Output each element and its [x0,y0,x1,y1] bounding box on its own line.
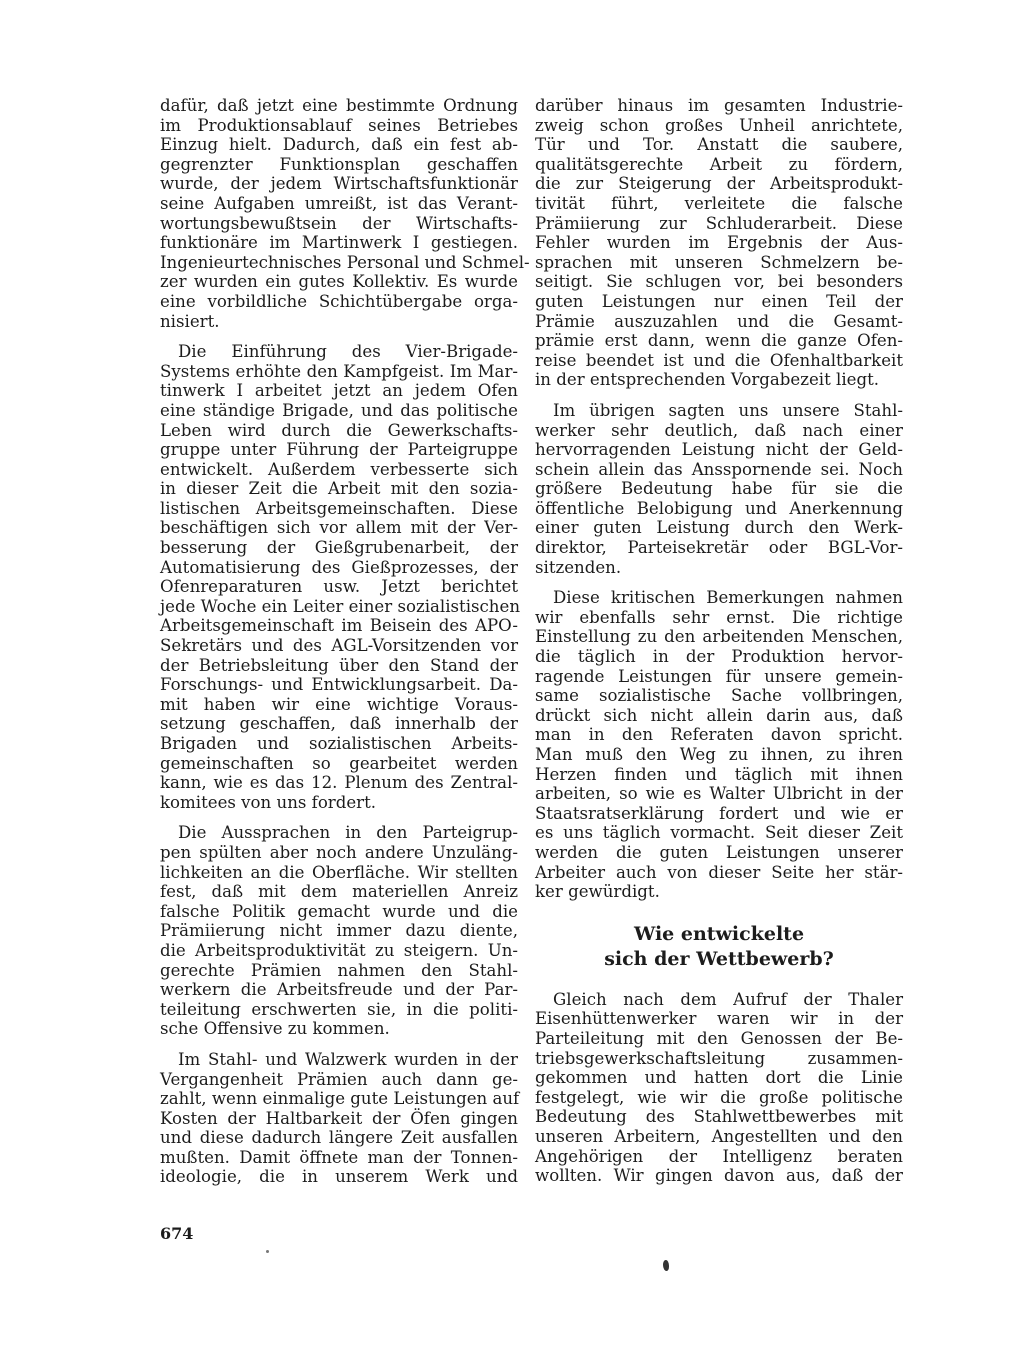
text-line: sprachen mit unseren Schmelzern be- [535,252,903,272]
paragraph [535,96,903,390]
text-line: besserung der Gießgrubenarbeit, der [160,538,518,558]
text-line: nisiert. [160,311,220,331]
text-line: wollten. Wir gingen davon aus, daß der [535,1166,903,1186]
text-line: Arbeitsgemeinschaft im Beisein des APO- [160,616,518,636]
text-line: der Betriebsleitung über den Stand der [160,655,518,675]
ink-speck-mark [663,1260,669,1271]
text-line: Forschungs- und Entwicklungsarbeit. Da- [160,675,518,695]
text-line: gerechte Prämien nahmen den Stahl- [160,960,518,980]
text-line: Leben wird durch die Gewerkschafts- [160,420,518,440]
text-line: man in den Referaten davon spricht. [535,725,903,745]
paragraph [535,401,903,577]
text-line: falsche Politik gemacht wurde und die [160,901,518,921]
text-line: fest, daß mit dem materiellen Anreiz [160,882,518,902]
text-line: ragende Leistungen für unsere gemein- [535,666,903,686]
paragraph [160,823,518,1039]
text-line: Einstellung zu den arbeitenden Menschen, [535,627,903,647]
text-line: setzung geschaffen, daß innerhalb der [160,714,518,734]
text-line: lichkeiten an die Oberfläche. Wir stellten [160,862,518,882]
text-line: Sekretärs und des AGL-Vorsitzenden vor [160,636,518,656]
text-line: Staatsratserklärung fordert und wie er [535,803,903,823]
text-line: schein allein das Ansspornende sei. Noch [535,459,903,479]
text-line: Fehler wurden im Ergebnis der Aus- [535,233,903,253]
text-line: festgelegt, wie wir die große politische [535,1087,903,1107]
section-heading [535,922,903,972]
left-text-column [160,96,530,1198]
text-line: darüber hinaus im gesamten Industrie- [535,96,903,115]
text-line: wurde, der jedem Wirtschaftsfunktionär [160,174,518,194]
text-line: sche Offensive zu kommen. [160,1019,390,1039]
text-line: größere Bedeutung habe für sie die [535,479,903,499]
text-line: im Produktionsablauf seines Betriebes [160,115,518,135]
paragraph [160,1050,518,1187]
text-line: reise beendet ist und die Ofenhaltbarkeit [535,350,903,370]
text-line: teileitung erschwerten sie, in die politi- [160,999,518,1019]
text-line: mit haben wir eine wichtige Voraus- [160,694,518,714]
text-line: Systems erhöhte den Kampfgeist. Im Mar- [160,361,518,381]
text-line: Im Stahl- und Walzwerk wurden in der [178,1049,518,1069]
text-line: unseren Arbeitern, Angestellten und den [535,1126,903,1146]
text-line: zahlt, wenn einmalige gute Leistungen auf [160,1089,520,1109]
text-line: zweig schon großes Unheil anrichtete, [535,115,903,135]
text-line: Prämiierung zur Schluderarbeit. Diese [535,213,903,233]
text-line: gekommen und hatten dort die Linie [535,1068,903,1088]
text-line: Einzug hielt. Dadurch, daß ein fest ab- [160,135,518,155]
text-line: gegrenzter Funktionsplan geschaffen [160,154,518,174]
text-line: einer guten Leistung durch den Werk- [535,518,903,538]
paragraph [535,990,903,1186]
text-line: komitees von uns fordert. [160,792,377,812]
text-line: werker sehr deutlich, daß nach einer [535,420,903,440]
text-line: werkern die Arbeitsfreude und der Par- [160,980,518,1000]
text-line: funktionäre im Martinwerk I gestiegen. [160,233,518,253]
text-line: öffentliche Belobigung und Anerkennung [535,498,903,518]
text-line: Gleich nach dem Aufruf der Thaler [553,989,903,1009]
text-line: und diese dadurch längere Zeit ausfallen [160,1128,518,1148]
text-line: Prämiierung nicht immer dazu diente, [160,921,518,941]
text-line: direktor, Parteisekretär oder BGL-Vor- [535,538,903,558]
section-heading-line: Wie entwickelte [633,922,805,945]
text-line: pen spülten aber noch andere Unzuläng- [160,842,518,862]
text-line: eine ständige Brigade, und das politische [160,400,518,420]
text-line: triebsgewerkschaftsleitung zusammen- [535,1048,903,1068]
text-line: jede Woche ein Leiter einer sozialistischen [160,596,521,616]
text-line: Diese kritischen Bemerkungen nahmen [553,588,903,608]
section-heading-line: sich der Wettbewerb? [604,947,834,970]
text-line: gemeinschaften so gearbeitet werden [160,753,518,773]
right-text-column [535,96,903,1197]
text-line: dafür, daß jetzt eine bestimmte Ordnung [160,96,518,115]
ink-dot-mark [266,1250,269,1253]
text-line: Prämie auszuzahlen und die Gesamt- [535,311,903,331]
paragraph [160,342,521,812]
text-line: Ofenreparaturen usw. Jetzt berichtet [160,577,518,597]
right-column-body-bottom [535,990,903,1186]
text-line: Tür und Tor. Anstatt die saubere, [535,135,903,155]
text-line: tivität führt, verleitete die falsche [535,193,903,213]
text-line: ker gewürdigt. [535,882,660,902]
text-line: Vergangenheit Prämien auch dann ge- [160,1069,518,1089]
text-line: in der entsprechenden Vorgabezeit liegt. [535,370,880,390]
text-line: entwickelt. Außerdem verbesserte sich [160,459,518,479]
text-line: in dieser Zeit die Arbeit mit den sozia- [160,479,518,499]
text-line: die Arbeitsproduktivität zu steigern. Un- [160,940,518,960]
text-line: qualitätsgerechte Arbeit zu fördern, [535,154,903,174]
text-line: Angehörigen der Intelligenz beraten [535,1146,903,1166]
paragraph [535,588,903,902]
text-line: die zur Steigerung der Arbeitsprodukt- [535,174,903,194]
text-line: guten Leistungen nur einen Teil der [535,291,903,311]
text-line: die täglich in der Produktion hervor- [535,647,903,667]
text-line: tinwerk I arbeitet jetzt an jedem Ofen [160,381,518,401]
text-line: Im übrigen sagten uns unsere Stahl- [553,400,903,420]
paragraph [160,96,530,331]
text-line: Herzen finden und täglich mit ihnen [535,764,903,784]
text-line: beschäftigen sich vor allem mit der Ver- [160,518,518,538]
text-line: Kosten der Haltbarkeit der Öfen gingen [160,1108,518,1128]
text-line: Die Aussprachen in den Parteigrup- [178,823,518,843]
page-number: 674 [160,1224,194,1243]
text-line: es uns täglich vormacht. Seit dieser Zeit [535,823,903,843]
text-line: hervorragenden Leistung nicht der Geld- [535,440,903,460]
text-line: seine Aufgaben umreißt, ist das Verant- [160,193,518,213]
text-line: Brigaden und sozialistischen Arbeits- [160,734,518,753]
text-line: mußten. Damit öffnete man der Tonnen- [160,1147,518,1167]
text-line: gruppe unter Führung der Parteigruppe [160,440,518,460]
text-line: sitzenden. [535,557,622,577]
text-line: Arbeiter auch von dieser Seite her stär- [535,862,903,882]
text-line: arbeiten, so wie es Walter Ulbricht in der [535,784,903,804]
right-column-body-top [535,96,903,902]
text-line: wir ebenfalls sehr ernst. Die richtige [535,607,903,627]
text-line: Bedeutung des Stahlwettbewerbes mit [535,1107,903,1127]
text-line: wortungsbewußtsein der Wirtschafts- [160,213,518,233]
text-line: Die Einführung des Vier-Brigade- [178,342,518,362]
text-line: ideologie, die in unserem Werk und [160,1167,518,1187]
text-line: prämie erst dann, wenn die ganze Ofen- [535,331,903,351]
text-line: werden die guten Leistungen unserer [535,842,903,862]
text-line: zer wurden ein gutes Kollektiv. Es wurde [160,272,518,292]
text-line: seitigt. Sie schlugen vor, bei besonders [535,272,903,292]
text-line: kann, wie es das 12. Plenum des Zentral- [160,773,518,793]
text-line: Ingenieurtechnisches Personal und Schmel- [160,252,530,272]
text-line: Parteileitung mit den Genossen der Be- [535,1028,903,1048]
text-line: Automatisierung des Gießprozesses, der [160,557,518,577]
text-line: same sozialistische Sache vollbringen, [535,686,903,706]
text-line: listischen Arbeitsgemeinschaften. Diese [160,498,518,518]
text-line: Eisenhüttenwerker waren wir in der [535,1009,903,1029]
text-line: Man muß den Weg zu ihnen, zu ihren [535,745,903,764]
text-line: drückt sich nicht allein darin aus, daß [535,705,903,725]
text-line: eine vorbildliche Schichtübergabe orga- [160,291,518,311]
